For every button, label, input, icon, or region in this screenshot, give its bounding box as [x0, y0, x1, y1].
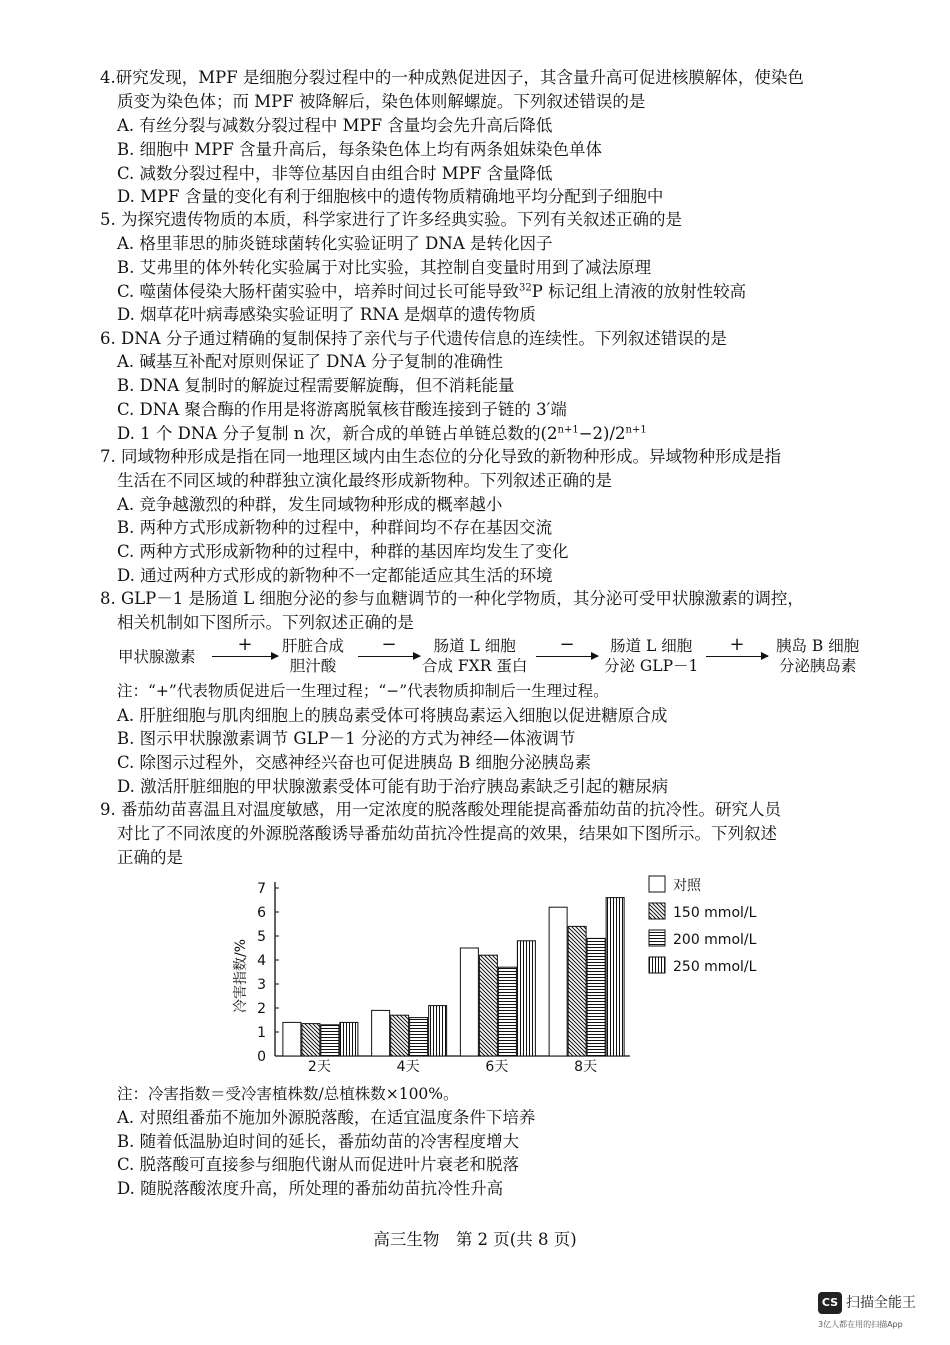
- y-tick-label: 2: [257, 1001, 266, 1017]
- bar-1-2: [372, 1010, 390, 1056]
- bar-4-1: [340, 1022, 358, 1056]
- q5-option-d: D. 烟草花叶病毒感染实验证明了 RNA 是烟草的遗传物质: [117, 305, 536, 324]
- q7-option-d: D. 通过两种方式形成的新物种不一定都能适应其生活的环境: [117, 566, 553, 585]
- x-tick-label: 2天: [307, 1059, 331, 1075]
- x-tick-label: 6天: [485, 1059, 509, 1075]
- q6-stem: 6. DNA 分子通过精确的复制保持了亲代与子代遗传信息的连续性。下列叙述错误的是: [100, 329, 727, 348]
- legend-swatch-3: [649, 930, 665, 946]
- q8-option-b: B. 图示甲状腺激素调节 GLP－1 分泌的方式为神经—体液调节: [117, 729, 576, 748]
- q7-option-b: B. 两种方式形成新物种的过程中，种群间均不存在基因交流: [117, 518, 553, 537]
- chart-svg: [225, 868, 785, 1083]
- bar-2-3: [479, 955, 497, 1056]
- q4-option-b: B. 细胞中 MPF 含量升高后，每条染色体上均有两条姐妹染色单体: [117, 140, 603, 159]
- x-tick-label: 8天: [574, 1059, 598, 1075]
- flow-node-islet-b-cell: 胰岛 B 细胞 分泌胰岛素: [776, 637, 860, 675]
- y-tick-label: 6: [257, 905, 266, 921]
- q6-option-d: D. 1 个 DNA 分子复制 n 次，新合成的单链占单链总数的$(2^{n+1}-2)/2^{n+1}$: [117, 424, 647, 443]
- bar-1-3: [460, 948, 478, 1056]
- q4-stem-line1: 4.研究发现，MPF 是细胞分裂过程中的一种成熟促进因子，其含量升高可促进核膜解体，使染色: [100, 68, 804, 87]
- flow-node-liver: 肝脏合成 胆汁酸: [282, 637, 345, 675]
- cs-logo-icon: CS: [818, 1292, 842, 1314]
- bar-1-4: [549, 907, 567, 1056]
- q9-stem-line2: 对比了不同浓度的外源脱落酸诱导番茄幼苗抗冷性提高的效果，结果如下图所示。下列叙述: [117, 824, 777, 843]
- flow-arrow-1: [212, 656, 278, 657]
- q4-stem-line2: 质变为染色体；而 MPF 被降解后，染色体则解螺旋。下列叙述错误的是: [117, 92, 646, 111]
- y-tick-label: 3: [257, 977, 266, 993]
- q7-option-a: A. 竞争越激烈的种群，发生同域物种形成的概率越小: [117, 495, 503, 514]
- x-tick-label: 4天: [396, 1059, 420, 1075]
- q7-stem-line2: 生活在不同区域的种群独立演化最终形成新物种。下列叙述正确的是: [117, 471, 612, 490]
- y-tick-label: 0: [257, 1049, 266, 1065]
- y-tick-label: 4: [257, 953, 266, 969]
- q9-option-d: D. 随脱落酸浓度升高，所处理的番茄幼苗抗冷性升高: [117, 1179, 504, 1198]
- bar-2-1: [302, 1024, 320, 1056]
- bar-3-2: [410, 1018, 428, 1056]
- q5-option-c: C. 噬菌体侵染大肠杆菌实验中，培养时间过长可能导致$^{32}$P 标记组上清液的放射性较高: [117, 282, 747, 301]
- q9-option-c: C. 脱落酸可直接参与细胞代谢从而促进叶片衰老和脱落: [117, 1155, 520, 1174]
- legend-swatch-4: [649, 957, 665, 973]
- q8-stem-line1: 8. GLP－1 是肠道 L 细胞分泌的参与血糖调节的一种化学物质，其分泌可受甲状腺激素的调控，: [100, 589, 804, 608]
- logo-subtitle: 3亿人都在用的扫描App: [818, 1320, 903, 1329]
- q8-option-d: D. 激活肝脏细胞的甲状腺激素受体可能有助于治疗胰岛素缺乏引起的糖尿病: [117, 777, 669, 796]
- flow-node-thyroid-hormone: 甲状腺激素: [118, 648, 196, 666]
- bar-2-4: [568, 926, 586, 1056]
- q9-option-b: B. 随着低温胁迫时间的延长，番茄幼苗的冷害程度增大: [117, 1132, 520, 1151]
- flow-arrow-4: [706, 656, 768, 657]
- y-tick-label: 7: [257, 881, 266, 897]
- y-axis-label: 冷害指数/%: [233, 938, 249, 1014]
- q4-option-c: C. 减数分裂过程中，非等位基因自由组合时 MPF 含量降低: [117, 164, 553, 183]
- legend-label-2: 150 mmol/L: [673, 905, 757, 921]
- q5-stem: 5. 为探究遗传物质的本质，科学家进行了许多经典实验。下列有关叙述正确的是: [100, 210, 682, 229]
- q8-option-c: C. 除图示过程外，交感神经兴奋也可促进胰岛 B 细胞分泌胰岛素: [117, 753, 592, 772]
- q9-option-a: A. 对照组番茄不施加外源脱落酸，在适宜温度条件下培养: [117, 1108, 536, 1127]
- flow-sign-4: +: [729, 634, 745, 655]
- page-footer: 高三生物 第 2 页(共 8 页): [373, 1230, 577, 1249]
- legend-swatch-2: [649, 903, 665, 919]
- q9-stem-line3: 正确的是: [117, 848, 183, 867]
- q8-stem-line2: 相关机制如下图所示。下列叙述正确的是: [117, 613, 414, 632]
- flow-arrow-3: [536, 656, 598, 657]
- camscanner-logo: [818, 1290, 938, 1338]
- legend-label-3: 200 mmol/L: [673, 932, 757, 948]
- bar-2-2: [391, 1015, 409, 1056]
- y-tick-label: 5: [257, 929, 266, 945]
- flow-node-l-cell-glp1: 肠道 L 细胞 分泌 GLP－1: [604, 637, 699, 675]
- bar-4-3: [517, 941, 535, 1056]
- y-tick-label: 1: [257, 1025, 266, 1041]
- q5-option-b: B. 艾弗里的体外转化实验属于对比实验，其控制自变量时用到了减法原理: [117, 258, 652, 277]
- legend-swatch-1: [649, 876, 665, 892]
- flow-node-l-cell-fxr: 肠道 L 细胞 合成 FXR 蛋白: [422, 637, 528, 675]
- bar-3-1: [321, 1025, 339, 1056]
- bar-1-1: [283, 1022, 301, 1056]
- legend-label-1: 对照: [673, 878, 701, 894]
- bar-3-3: [498, 967, 516, 1056]
- q9-stem-line1: 9. 番茄幼苗喜温且对温度敏感，用一定浓度的脱落酸处理能提高番茄幼苗的抗冷性。研究人员: [100, 800, 781, 819]
- bar-4-2: [429, 1006, 447, 1056]
- q6-option-c: C. DNA 聚合酶的作用是将游离脱氧核苷酸连接到子链的 3′端: [117, 400, 567, 419]
- q8-note: 注：“+”代表物质促进后一生理过程；“−”代表物质抑制后一生理过程。: [117, 682, 609, 700]
- logo-name: 扫描全能王: [846, 1295, 916, 1311]
- q4-option-d: D. MPF 含量的变化有利于细胞核中的遗传物质精确地平均分配到子细胞中: [117, 187, 664, 206]
- q8-flow-diagram: [118, 636, 908, 680]
- flow-sign-3: −: [559, 634, 575, 655]
- flow-arrow-2: [358, 656, 420, 657]
- q8-option-a: A. 肝脏细胞与肌肉细胞上的胰岛素受体可将胰岛素运入细胞以促进糖原合成: [117, 706, 668, 725]
- flow-sign-1: +: [237, 634, 253, 655]
- q7-option-c: C. 两种方式形成新物种的过程中，种群的基因库均发生了变化: [117, 542, 569, 561]
- q9-bar-chart: [225, 868, 785, 1083]
- q4-option-a: A. 有丝分裂与减数分裂过程中 MPF 含量均会先升高后降低: [117, 116, 553, 135]
- q5-option-a: A. 格里菲思的肺炎链球菌转化实验证明了 DNA 是转化因子: [117, 234, 553, 253]
- q6-option-b: B. DNA 复制时的解旋过程需要解旋酶，但不消耗能量: [117, 376, 515, 395]
- q7-stem-line1: 7. 同域物种形成是指在同一地理区域内由生态位的分化导致的新物种形成。异域物种形成是指: [100, 447, 781, 466]
- bar-4-4: [606, 898, 624, 1056]
- legend-label-4: 250 mmol/L: [673, 959, 757, 975]
- bar-3-4: [587, 938, 605, 1056]
- q6-option-a: A. 碱基互补配对原则保证了 DNA 分子复制的准确性: [117, 352, 503, 371]
- flow-sign-2: −: [381, 634, 397, 655]
- q9-note: 注：冷害指数＝受冷害植株数/总植株数×100%。: [117, 1085, 459, 1103]
